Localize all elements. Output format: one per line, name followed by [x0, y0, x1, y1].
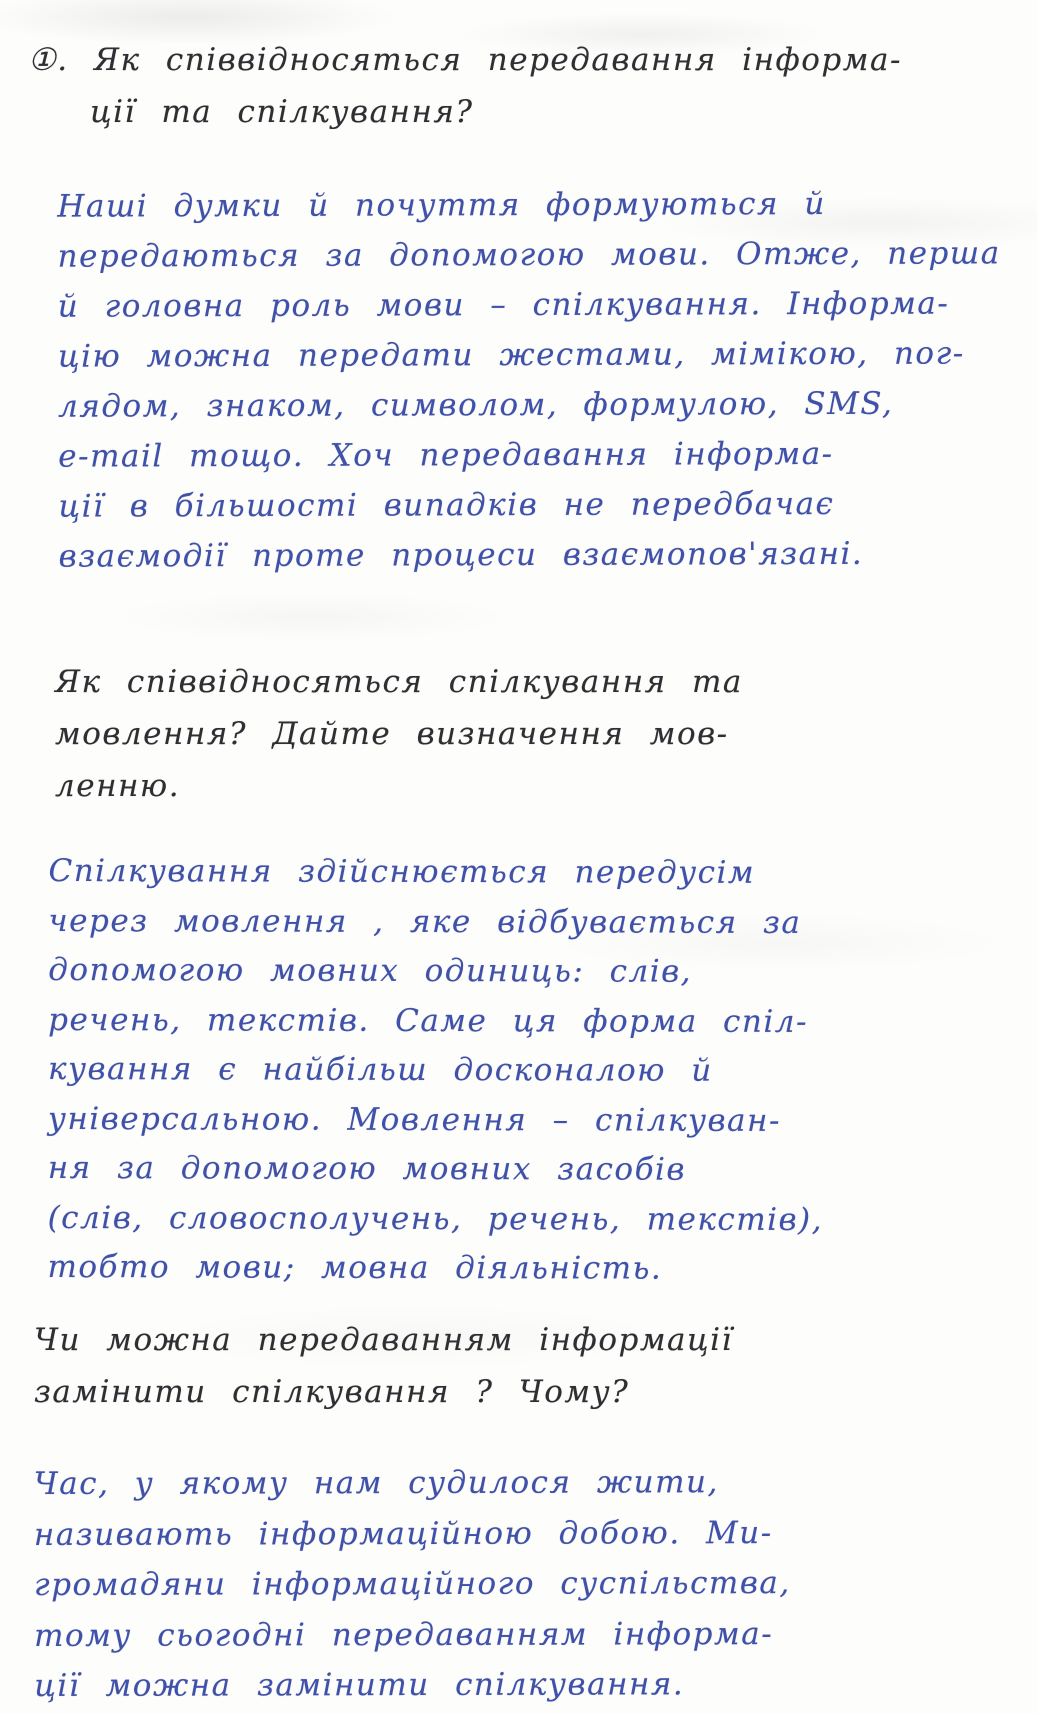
handwritten-line: кування є найбільш досконалою й [47, 1050, 713, 1089]
handwritten-line: лядом, знаком, символом, формулою, SMS, [58, 385, 894, 425]
handwritten-line: через мовлення , яке відбувається за [48, 902, 802, 941]
handwritten-line: Як співвідносяться спілкування та [55, 664, 743, 700]
handwritten-line: називають інформаційною добою. Ми- [33, 1514, 773, 1553]
answer-2 [47, 847, 824, 1295]
handwritten-line: тому сьогодні передаванням інформа- [34, 1615, 774, 1654]
handwritten-line: (слів, словосполучень, речень, текстів), [47, 1199, 824, 1238]
handwritten-line: Спілкування здійснюється передусім [48, 852, 756, 891]
handwritten-line: громадяни інформаційного суспільства, [33, 1565, 791, 1603]
handwritten-line: ленню. [55, 768, 181, 804]
handwritten-line: взаємодії проте процеси взаємопов'язані. [58, 535, 864, 575]
handwritten-line: Чи можна передаванням інформації [34, 1322, 733, 1358]
handwritten-line: мовлення? Дайте визначення мов- [55, 716, 729, 752]
handwritten-line: e-mail тощо. Хоч передавання інформа- [58, 435, 834, 475]
handwritten-line: ①. Як співвідносяться передавання інформа- [28, 42, 902, 78]
question-2 [55, 656, 743, 812]
handwritten-line: універсальною. Мовлення – спілкуван- [47, 1100, 782, 1139]
handwritten-line: Час, у якому нам судилося жити, [33, 1464, 719, 1502]
handwritten-line: цію можна передати жестами, мімікою, пог- [57, 335, 965, 375]
handwritten-line: Наші думки й почуття формуються й [57, 185, 826, 225]
question-1 [28, 34, 902, 138]
handwritten-line: замінити спілкування ? Чому? [34, 1374, 630, 1410]
handwritten-line: й головна роль мови – спілкування. Інформа- [57, 285, 950, 325]
handwritten-line: тобто мови; мовна діяльність. [47, 1248, 663, 1287]
handwritten-line: ня за допомогою мовних засобів [47, 1149, 687, 1188]
answer-3 [34, 1457, 791, 1711]
handwritten-line: ції в більшості випадків не передбачає [58, 485, 835, 525]
handwritten-line: передаються за допомогою мови. Отже, перша [57, 235, 1001, 275]
handwritten-line: речень, текстів. Саме ця форма спіл- [48, 1001, 809, 1040]
handwritten-line: ції та спілкування? [90, 94, 474, 130]
answer-1 [57, 178, 1002, 581]
question-3 [34, 1314, 733, 1418]
handwritten-line: ції можна замінити спілкування. [34, 1666, 685, 1704]
handwritten-line: допомогою мовних одиниць: слів, [48, 951, 693, 990]
